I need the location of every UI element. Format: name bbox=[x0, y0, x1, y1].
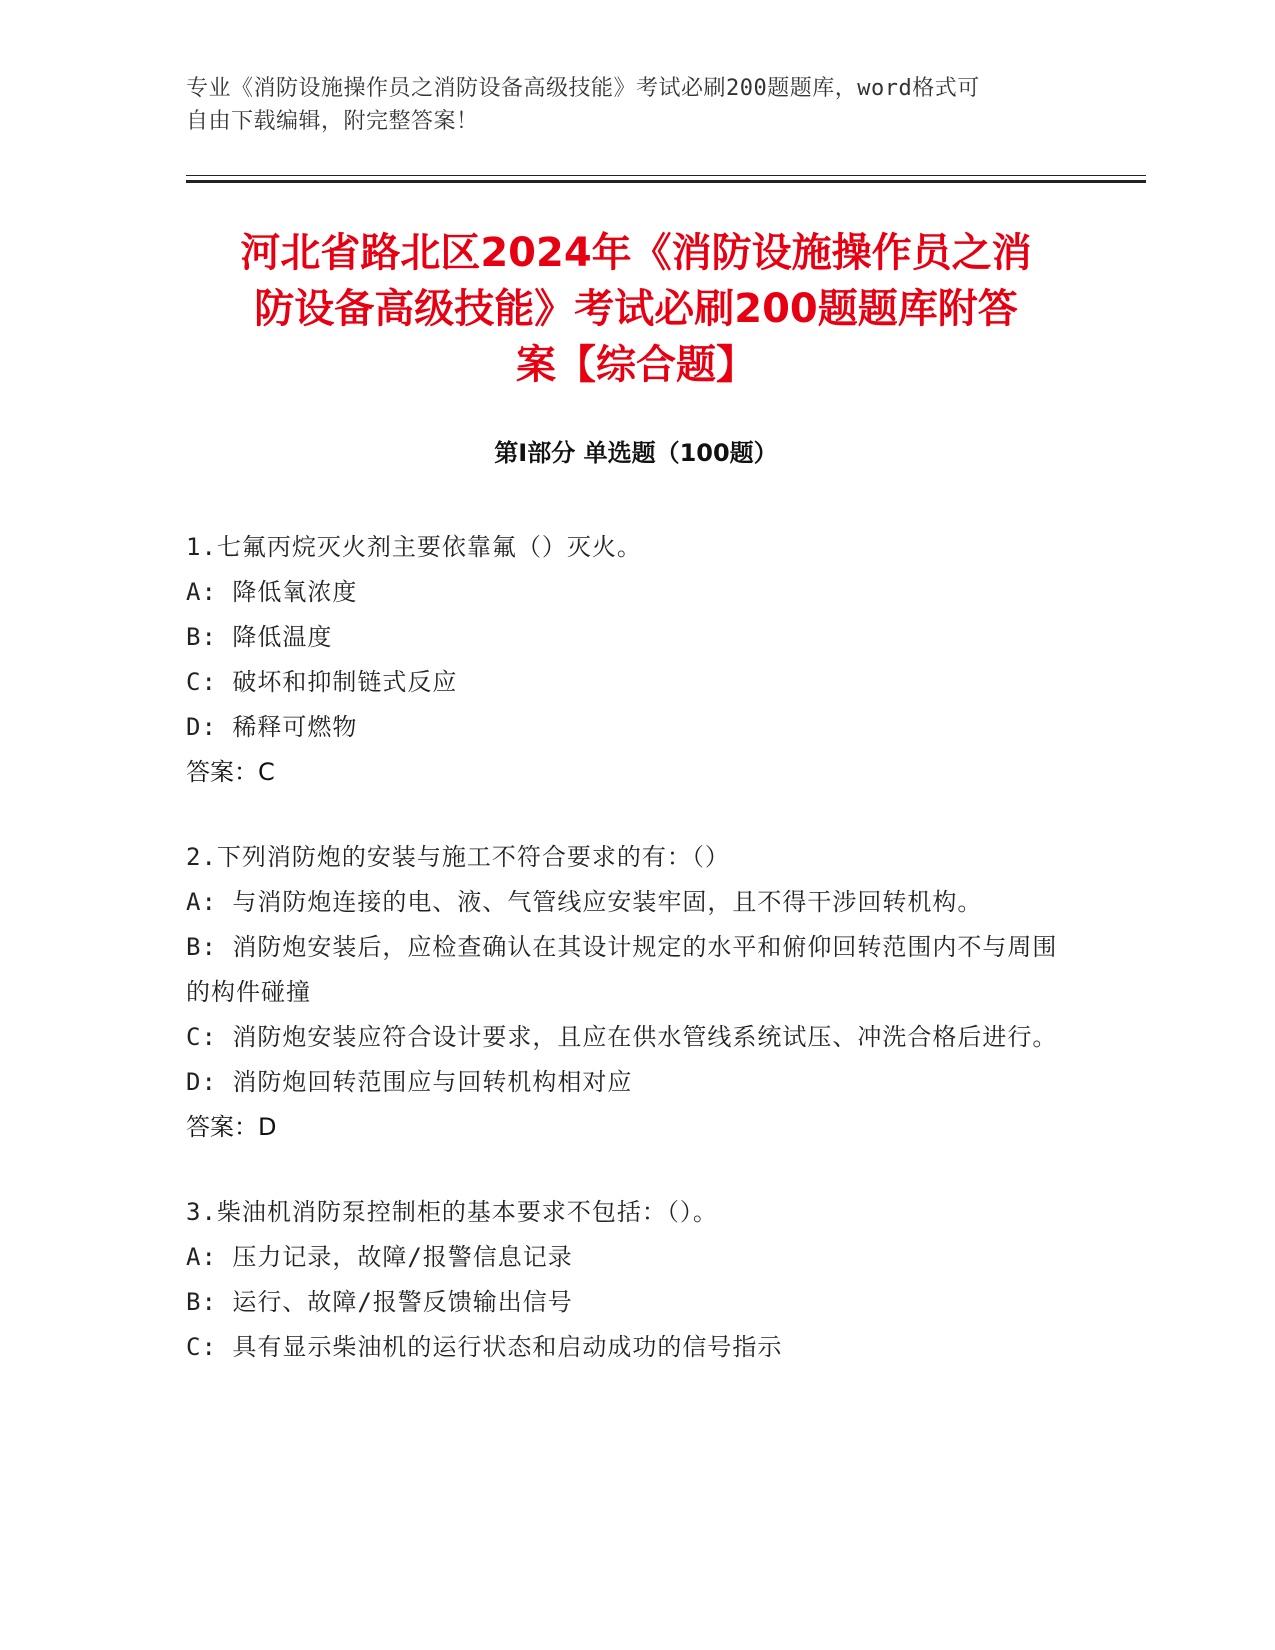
option-text: 压力记录，故障/报警信息记录 bbox=[232, 1243, 573, 1271]
question-list bbox=[186, 525, 1066, 1410]
option-label: A: bbox=[186, 888, 217, 916]
title-line-2: 防设备高级技能》考试必刷200题题库附答 bbox=[254, 286, 1018, 332]
option-label: B: bbox=[186, 1288, 217, 1316]
header-note-line-2: 自由下载编辑，附完整答案！ bbox=[186, 109, 479, 134]
option-label: C: bbox=[186, 1333, 217, 1361]
header-rule-thin bbox=[186, 175, 1146, 176]
option-a bbox=[186, 880, 1066, 925]
option-label: B: bbox=[186, 933, 217, 961]
answer: 答案：D bbox=[186, 1113, 277, 1141]
option-text: 运行、故障/报警反馈输出信号 bbox=[232, 1288, 573, 1316]
title-line-1: 河北省路北区2024年《消防设施操作员之消 bbox=[240, 230, 1032, 276]
header-rule-thick bbox=[186, 180, 1146, 183]
option-text: 破坏和抑制链式反应 bbox=[232, 668, 458, 696]
option-b bbox=[186, 615, 1066, 660]
document-title bbox=[186, 225, 1086, 393]
option-label: C: bbox=[186, 1023, 217, 1051]
option-label: D: bbox=[186, 713, 217, 741]
option-c bbox=[186, 1325, 1066, 1370]
option-text: 稀释可燃物 bbox=[232, 713, 358, 741]
option-text: 消防炮安装后，应检查确认在其设计规定的水平和俯仰回转范围内不与周围的构件碰撞 bbox=[186, 933, 1058, 1006]
option-d bbox=[186, 705, 1066, 750]
option-text: 消防炮回转范围应与回转机构相对应 bbox=[232, 1068, 633, 1096]
question-2 bbox=[186, 835, 1066, 1150]
question-stem: 3.柴油机消防泵控制柜的基本要求不包括：（）。 bbox=[186, 1198, 718, 1226]
header-note-line-1: 专业《消防设施操作员之消防设备高级技能》考试必刷200题题库，word格式可 bbox=[186, 76, 980, 101]
question-1 bbox=[186, 525, 1066, 795]
section-title: 第Ⅰ部分 单选题（100题） bbox=[494, 439, 778, 467]
option-label: A: bbox=[186, 578, 217, 606]
option-label: A: bbox=[186, 1243, 217, 1271]
question-stem: 2.下列消防炮的安装与施工不符合要求的有：（） bbox=[186, 843, 730, 871]
option-a bbox=[186, 1235, 1066, 1280]
option-a bbox=[186, 570, 1066, 615]
option-c bbox=[186, 660, 1066, 705]
option-d bbox=[186, 1060, 1066, 1105]
option-text: 消防炮安装应符合设计要求，且应在供水管线系统试压、冲洗合格后进行。 bbox=[232, 1023, 1058, 1051]
option-b bbox=[186, 1280, 1066, 1325]
option-label: B: bbox=[186, 623, 217, 651]
header-note bbox=[186, 72, 1066, 138]
question-3 bbox=[186, 1190, 1066, 1370]
option-label: C: bbox=[186, 668, 217, 696]
answer: 答案：C bbox=[186, 758, 275, 786]
option-text: 与消防炮连接的电、液、气管线应安装牢固，且不得干涉回转机构。 bbox=[232, 888, 983, 916]
option-label: D: bbox=[186, 1068, 217, 1096]
option-c bbox=[186, 1015, 1066, 1060]
option-text: 降低氧浓度 bbox=[232, 578, 358, 606]
question-stem: 1.七氟丙烷灭火剂主要依靠氟（）灭火。 bbox=[186, 533, 642, 561]
option-text: 降低温度 bbox=[232, 623, 333, 651]
option-text: 具有显示柴油机的运行状态和启动成功的信号指示 bbox=[232, 1333, 783, 1361]
title-line-3: 案【综合题】 bbox=[516, 342, 756, 388]
option-b bbox=[186, 925, 1066, 1015]
